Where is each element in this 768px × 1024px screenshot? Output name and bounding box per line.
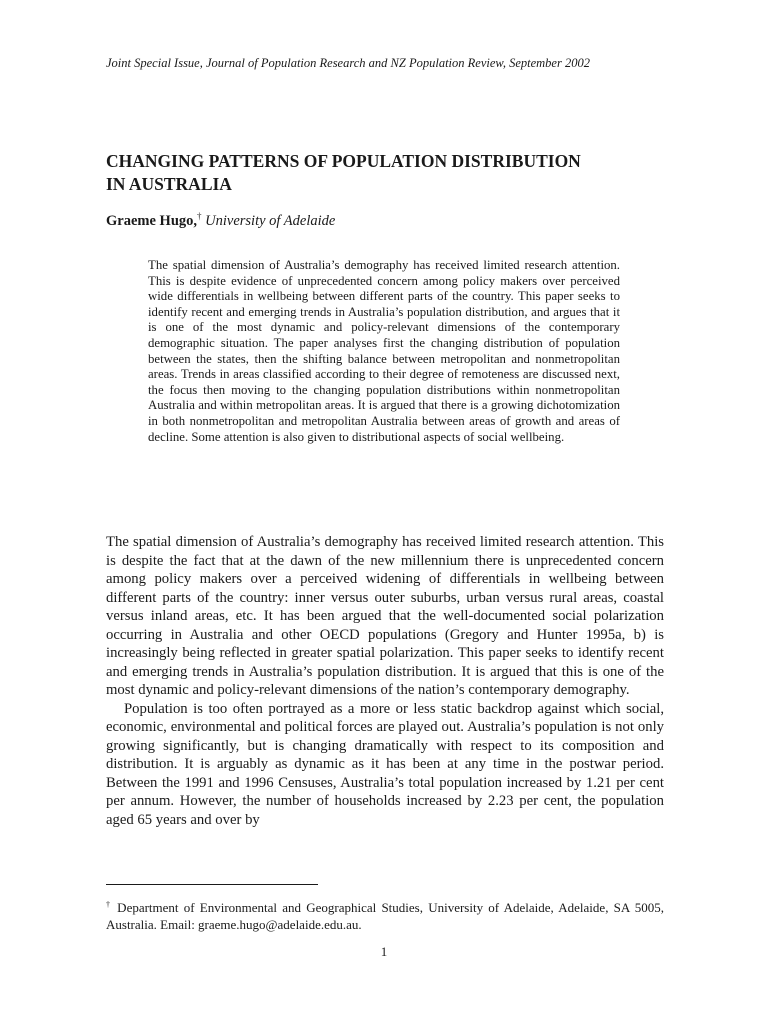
body-paragraph-1: The spatial dimension of Australia’s demography has received limited research attention. This is despite the fact that at the dawn of the new millennium there is unprecedented concern among policy makers over a perceived widening of differentials in wellbeing between different parts of the country: inner versus outer suburbs, urban versus rural areas, coastal versus inland areas, etc. It has been argued that the well-documented social polarization occurring in Australia and other OECD populations (Gregory and Hunter 1995a, b) is increasingly being reflected in greater spatial polarization. This paper seeks to identify recent and emerging trends in Australia’s population distribution. It is argued that this is one of the most dynamic and policy-relevant dimensions of the nation’s contemporary demography.	[106, 534, 664, 698]
author-affiliation: University of Adelaide	[205, 213, 336, 229]
title-line-1: CHANGING PATTERNS OF POPULATION DISTRIBUTION	[106, 151, 581, 171]
abstract: The spatial dimension of Australia’s demography has received limited research attention. This is despite evidence of unprecedented concern among policy makers over perceived wide differentials in wellbeing between different parts of the country. This paper seeks to identify recent and emerging trends in Australia’s population distribution, and argues that it is one of the most dynamic and policy-relevant dimensions of the contemporary demographic situation. The paper analyses first the changing distribution of population between the states, then the shifting balance between metropolitan and nonmetropolitan areas. Trends in areas classified according to their degree of remoteness are discussed next, the focus then moving to the changing population distributions within nonmetropolitan Australia and within metropolitan areas. It is argued that there is a growing dichotomization in both nonmetropolitan and metropolitan Australia between areas of growth and areas of decline. Some attention is also given to distributional aspects of social wellbeing.	[148, 258, 620, 444]
footnote-text: Department of Environmental and Geographical Studies, University of Adelaide, Adelaide, SA 5005, Australia. Email: graeme.hugo@adelaide.edu.au.	[106, 900, 665, 932]
title-line-2: IN AUSTRALIA	[106, 174, 232, 194]
body-paragraph-2: Population is too often portrayed as a more or less static backdrop against which social, economic, environmental and political forces are played out. Australia’s population is not only growing significantly, but is changing dramatically with respect to its composition and distribution. It is arguably as dynamic as it has been at any time in the postwar period. Between the 1991 and 1996 Censuses, Australia’s total population increased by 1.21 per cent per annum. However, the number of households increased by 2.23 per cent, the population aged 65 years and over by	[106, 700, 664, 828]
footnote-mark: †	[106, 900, 112, 909]
footnote	[106, 900, 664, 933]
running-head: Joint Special Issue, Journal of Population Research and NZ Population Review, September 2002	[106, 56, 590, 70]
footnote-divider	[106, 884, 318, 885]
page-number: 1	[380, 944, 388, 959]
body-text	[106, 533, 664, 829]
article-title	[106, 150, 666, 196]
author-footnote-mark: †	[197, 211, 202, 221]
byline	[106, 211, 666, 231]
author-name: Graeme Hugo,	[106, 213, 198, 229]
